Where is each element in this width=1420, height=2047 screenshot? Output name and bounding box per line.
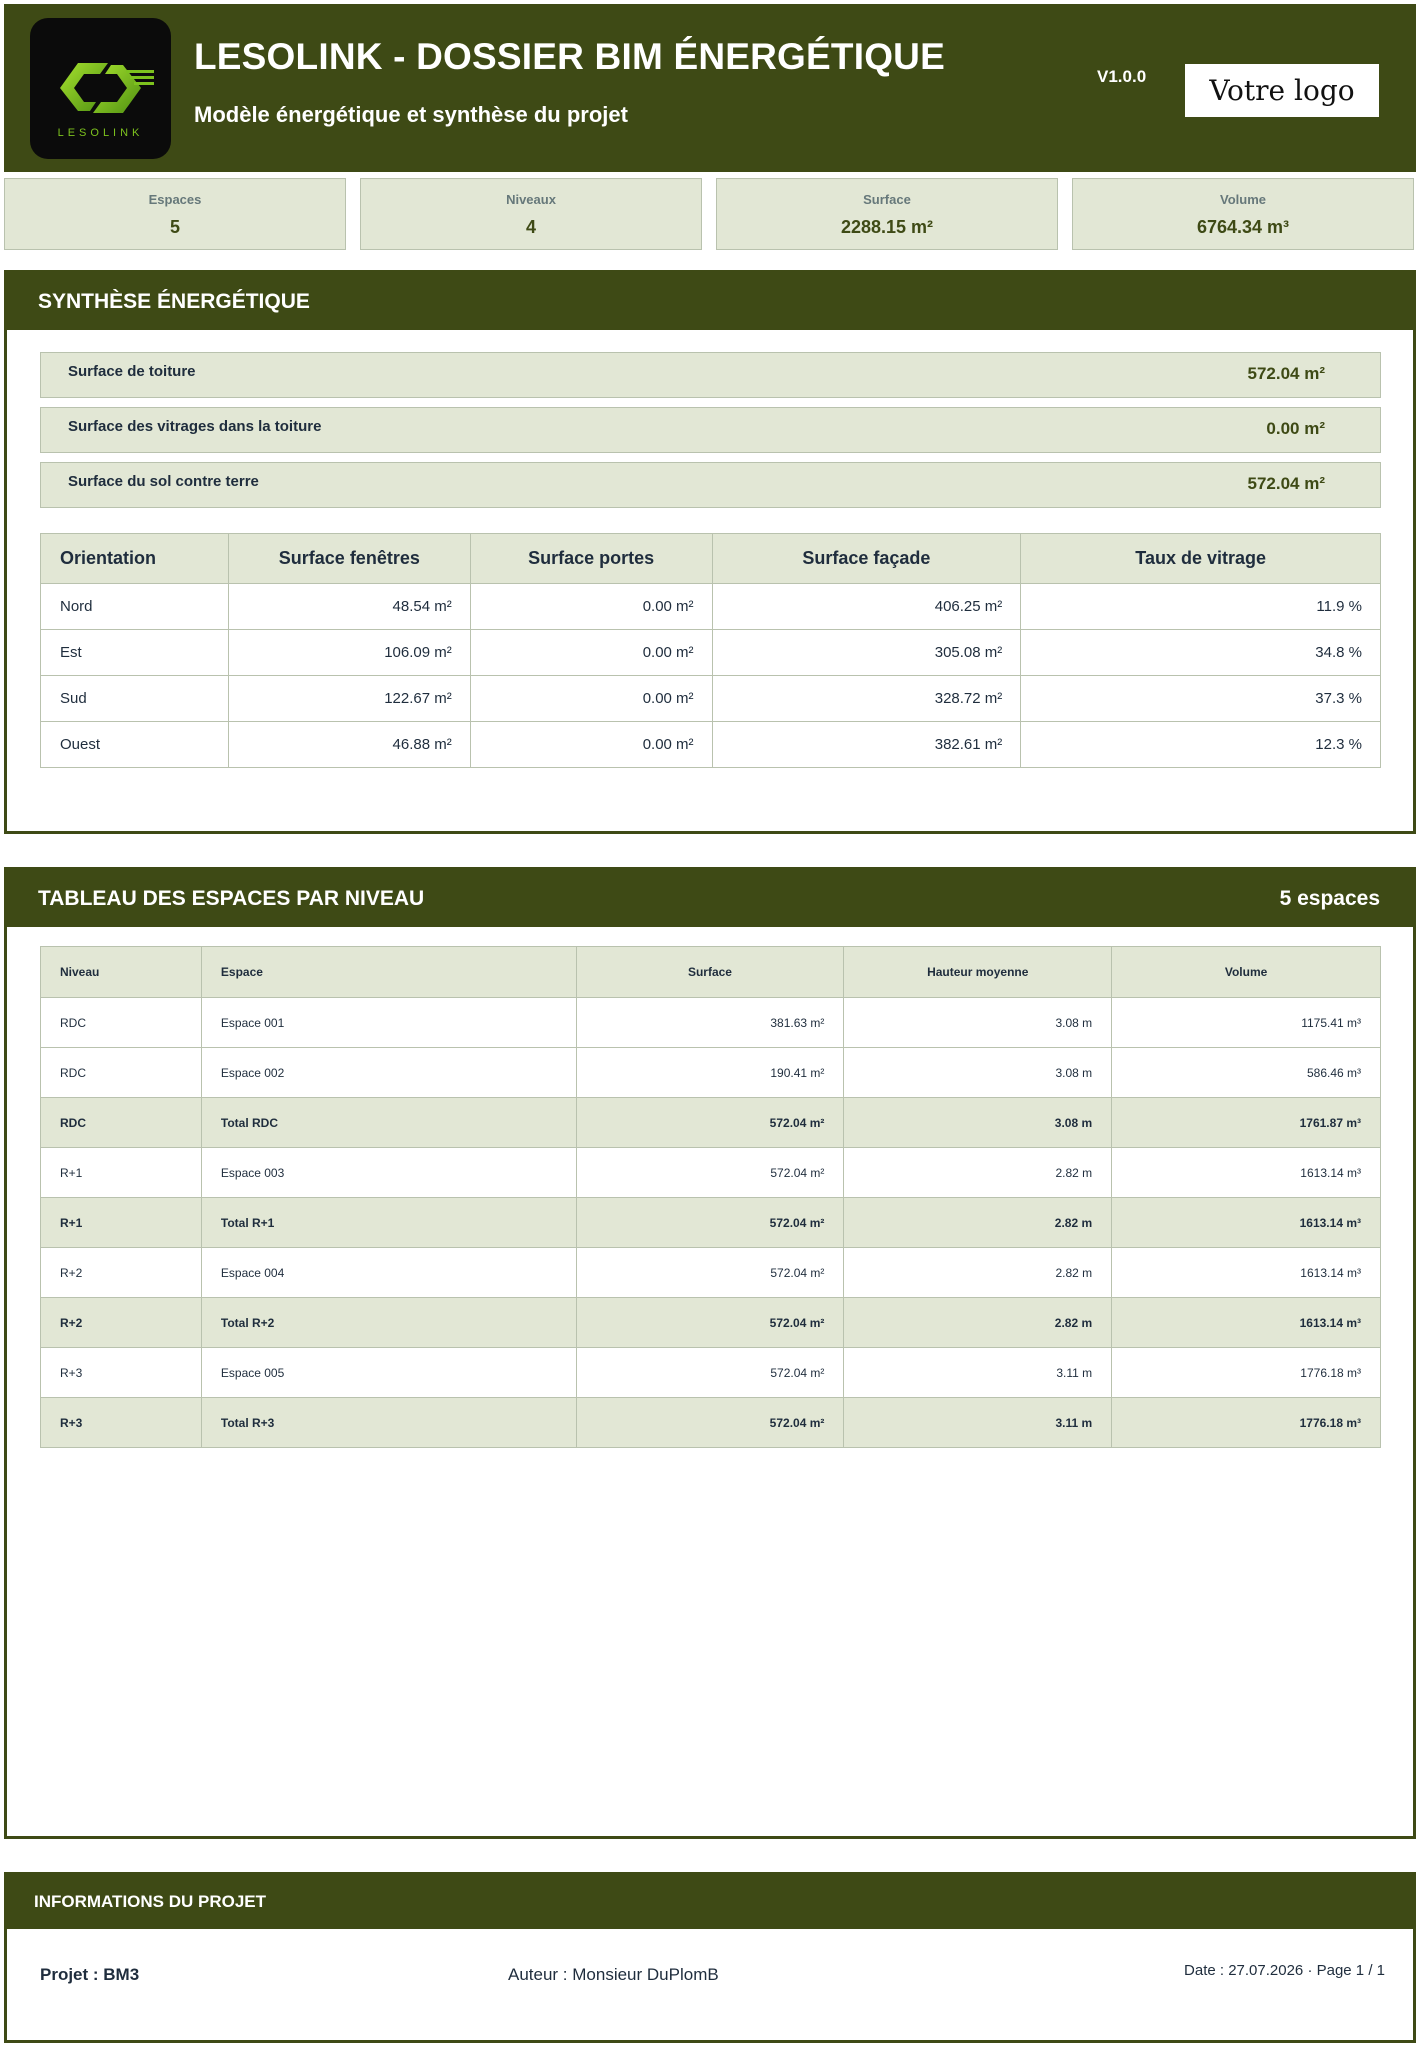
table-header-row — [41, 947, 1381, 998]
page-subtitle: Modèle énergétique et synthèse du projet — [194, 102, 628, 127]
project-info-title: INFORMATIONS DU PROJET — [34, 1892, 267, 1911]
table-cell: 572.04 m² — [576, 1398, 844, 1448]
stat-value: 2288.15 m² — [840, 217, 934, 237]
stat-value: 4 — [525, 217, 536, 237]
lesolink-logo — [30, 18, 171, 159]
total-row — [41, 1198, 1381, 1248]
table-cell: Ouest — [41, 722, 229, 768]
logo-wordmark: LESOLINK — [57, 127, 144, 139]
table-cell: 0.00 m² — [470, 676, 712, 722]
column-header: Surface façade — [712, 534, 1021, 584]
table-cell: RDC — [41, 1048, 202, 1098]
table-cell: R+2 — [41, 1298, 202, 1348]
table-cell: 1776.18 m³ — [1112, 1398, 1381, 1448]
stat-value: 5 — [169, 217, 180, 237]
table-cell: 406.25 m² — [712, 584, 1021, 630]
table-cell: R+1 — [41, 1198, 202, 1248]
table-cell: 2.82 m — [844, 1248, 1112, 1298]
metric-row-sol-terre — [40, 462, 1381, 508]
table-cell: 2.82 m — [844, 1298, 1112, 1348]
metric-label: Surface de toiture — [68, 363, 196, 380]
table-cell: 0.00 m² — [470, 584, 712, 630]
table-cell: 3.08 m — [844, 1098, 1112, 1148]
table-cell: R+1 — [41, 1148, 202, 1198]
table-row — [41, 998, 1381, 1048]
table-cell: 0.00 m² — [470, 630, 712, 676]
table-row — [41, 676, 1381, 722]
table-cell: 305.08 m² — [712, 630, 1021, 676]
synthese-title: SYNTHÈSE ÉNERGÉTIQUE — [38, 289, 310, 313]
table-cell: Total R+1 — [201, 1198, 576, 1248]
table-cell: 1613.14 m³ — [1112, 1148, 1381, 1198]
table-cell: 328.72 m² — [712, 676, 1021, 722]
table-cell: Espace 004 — [201, 1248, 576, 1298]
metric-value: 572.04 m² — [1247, 474, 1325, 493]
table-cell: 106.09 m² — [228, 630, 470, 676]
table-cell: 1613.14 m³ — [1112, 1298, 1381, 1348]
stat-card-niveaux — [360, 178, 702, 250]
table-cell: 1776.18 m³ — [1112, 1348, 1381, 1398]
table-row — [41, 1248, 1381, 1298]
espaces-table — [40, 946, 1381, 1448]
column-header: Hauteur moyenne — [844, 947, 1112, 998]
column-header: Espace — [201, 947, 576, 998]
column-header: Volume — [1112, 947, 1381, 998]
table-cell: 11.9 % — [1021, 584, 1381, 630]
table-cell: Est — [41, 630, 229, 676]
stat-label: Surface — [863, 192, 911, 207]
project-author: Auteur : Monsieur DuPlomB — [508, 1965, 719, 1984]
table-cell: Espace 002 — [201, 1048, 576, 1098]
metric-value: 572.04 m² — [1247, 364, 1325, 383]
table-cell: 572.04 m² — [576, 1248, 844, 1298]
metric-value: 0.00 m² — [1266, 419, 1325, 438]
table-cell: 572.04 m² — [576, 1298, 844, 1348]
table-cell: RDC — [41, 1098, 202, 1148]
table-cell: 37.3 % — [1021, 676, 1381, 722]
table-cell: Sud — [41, 676, 229, 722]
stat-card-volume — [1072, 178, 1414, 250]
table-cell: 48.54 m² — [228, 584, 470, 630]
client-logo-placeholder: Votre logo — [1185, 64, 1379, 117]
stat-value: 6764.34 m³ — [1196, 217, 1290, 237]
table-row — [41, 584, 1381, 630]
table-cell: 12.3 % — [1021, 722, 1381, 768]
orientation-table — [40, 533, 1381, 768]
metric-label: Surface des vitrages dans la toiture — [68, 418, 322, 435]
espaces-title: TABLEAU DES ESPACES PAR NIVEAU — [38, 886, 425, 910]
table-cell: 572.04 m² — [576, 1098, 844, 1148]
table-cell: 572.04 m² — [576, 1148, 844, 1198]
table-cell: Total R+3 — [201, 1398, 576, 1448]
project-name: Projet : BM3 — [40, 1965, 140, 1984]
page-title: LESOLINK - DOSSIER BIM ÉNERGÉTIQUE — [194, 36, 945, 77]
table-cell: 1175.41 m³ — [1112, 998, 1381, 1048]
table-row — [41, 722, 1381, 768]
column-header: Surface fenêtres — [228, 534, 470, 584]
table-cell: 2.82 m — [844, 1198, 1112, 1248]
table-cell: 3.11 m — [844, 1348, 1112, 1398]
metric-row-vitrages-toiture — [40, 407, 1381, 453]
table-row — [41, 630, 1381, 676]
stat-label: Niveaux — [506, 192, 556, 207]
project-info-panel — [4, 1872, 1416, 2043]
total-row — [41, 1398, 1381, 1448]
total-row — [41, 1298, 1381, 1348]
espaces-panel — [4, 867, 1416, 1839]
column-header: Taux de vitrage — [1021, 534, 1381, 584]
table-cell: R+2 — [41, 1248, 202, 1298]
table-cell: 382.61 m² — [712, 722, 1021, 768]
espaces-count-badge: 5 espaces — [1279, 886, 1380, 910]
table-cell: 190.41 m² — [576, 1048, 844, 1098]
stat-label: Espaces — [148, 192, 202, 207]
report-header — [4, 4, 1416, 172]
table-cell: 46.88 m² — [228, 722, 470, 768]
stat-card-espaces — [4, 178, 346, 250]
table-cell: 3.08 m — [844, 1048, 1112, 1098]
total-row — [41, 1098, 1381, 1148]
table-cell: 586.46 m³ — [1112, 1048, 1381, 1098]
table-cell: R+3 — [41, 1348, 202, 1398]
project-date-page: Date : 27.07.2026 · Page 1 / 1 — [1184, 1962, 1385, 1979]
table-cell: Total R+2 — [201, 1298, 576, 1348]
table-cell: 572.04 m² — [576, 1198, 844, 1248]
table-row — [41, 1148, 1381, 1198]
table-header-row — [41, 534, 1381, 584]
table-cell: Total RDC — [201, 1098, 576, 1148]
table-cell: Espace 005 — [201, 1348, 576, 1398]
table-cell: 381.63 m² — [576, 998, 844, 1048]
project-info-header — [7, 1875, 1413, 1929]
table-cell: Nord — [41, 584, 229, 630]
table-row — [41, 1348, 1381, 1398]
column-header: Orientation — [41, 534, 229, 584]
synthese-panel — [4, 270, 1416, 834]
stat-label: Volume — [1220, 192, 1266, 207]
column-header: Niveau — [41, 947, 202, 998]
table-row — [41, 1048, 1381, 1098]
table-cell: 34.8 % — [1021, 630, 1381, 676]
table-cell: 1613.14 m³ — [1112, 1248, 1381, 1298]
column-header: Surface — [576, 947, 844, 998]
metric-label: Surface du sol contre terre — [68, 473, 259, 490]
table-cell: 0.00 m² — [470, 722, 712, 768]
table-cell: Espace 001 — [201, 998, 576, 1048]
espaces-header — [7, 870, 1413, 927]
lesolink-logo-icon — [30, 18, 171, 159]
table-cell: 3.11 m — [844, 1398, 1112, 1448]
table-cell: 572.04 m² — [576, 1348, 844, 1398]
table-cell: RDC — [41, 998, 202, 1048]
table-cell: 1613.14 m³ — [1112, 1198, 1381, 1248]
table-cell: 3.08 m — [844, 998, 1112, 1048]
stat-card-surface — [716, 178, 1058, 250]
synthese-header — [7, 273, 1413, 330]
metric-row-toiture — [40, 352, 1381, 398]
version-label: V1.0.0 — [1097, 67, 1147, 86]
table-cell: R+3 — [41, 1398, 202, 1448]
table-cell: 2.82 m — [844, 1148, 1112, 1198]
table-cell: 1761.87 m³ — [1112, 1098, 1381, 1148]
table-cell: Espace 003 — [201, 1148, 576, 1198]
table-cell: 122.67 m² — [228, 676, 470, 722]
column-header: Surface portes — [470, 534, 712, 584]
